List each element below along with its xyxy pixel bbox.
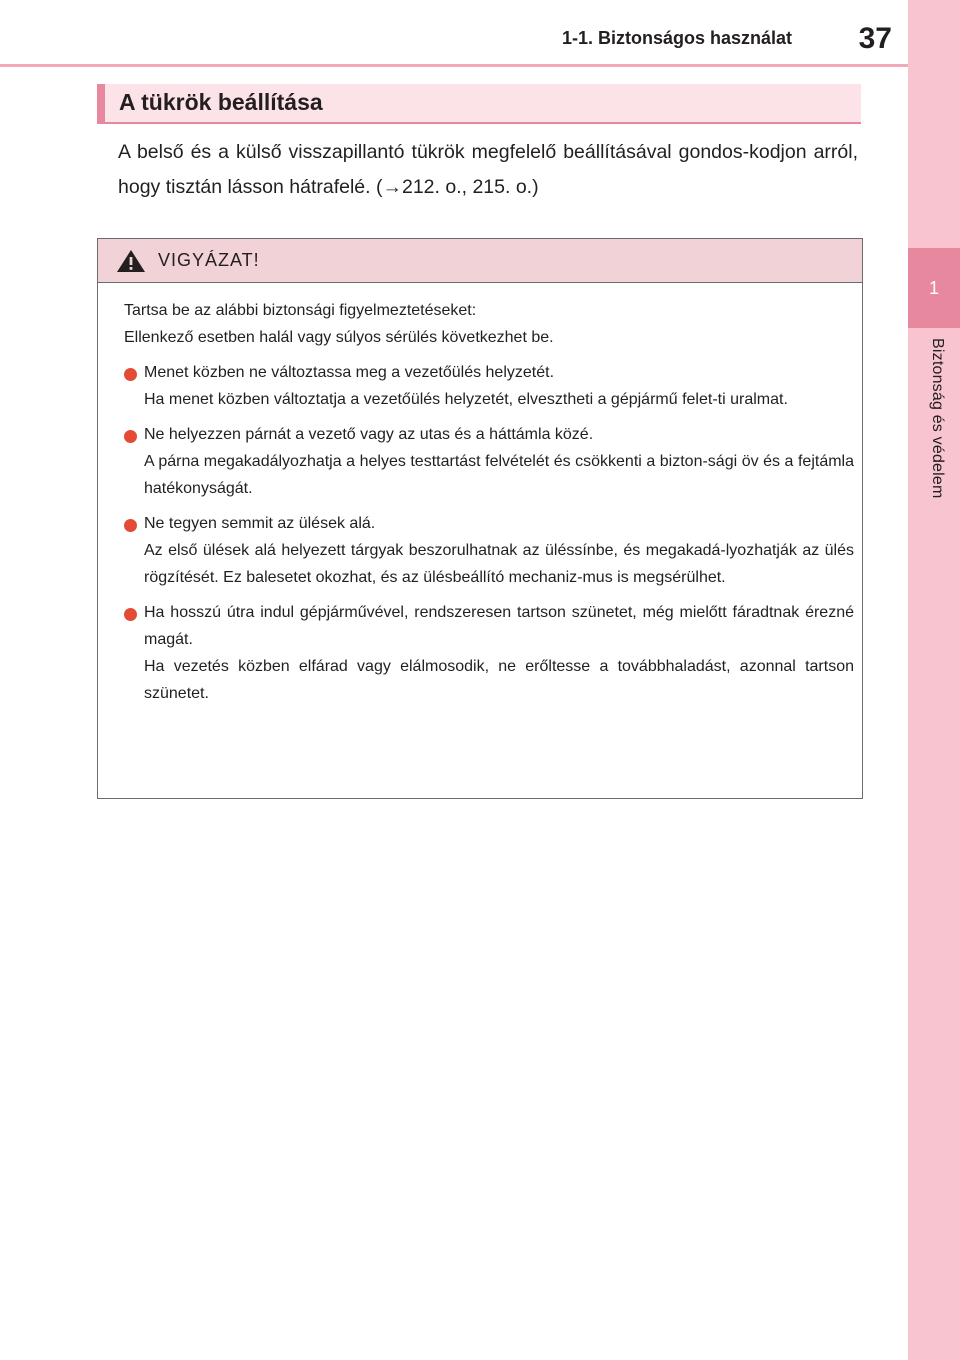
warning-intro-line1: Tartsa be az alábbi biztonsági figyelmeztetéseket: bbox=[124, 302, 477, 319]
warning-item-title: Ne helyezzen párnát a vezető vagy az utas és a háttámla közé. bbox=[144, 426, 594, 443]
warning-intro-line2: Ellenkező esetben halál vagy súlyos sérülés következhet be. bbox=[124, 329, 554, 346]
warning-item bbox=[124, 599, 854, 707]
warning-item-title: Menet közben ne változtassa meg a vezetőülés helyzetét. bbox=[144, 364, 555, 381]
warning-item-title: Ha hosszú útra indul gépjárművével, rendszeresen tartson szünetet, még mielőtt fáradtnak érezné magát. bbox=[144, 604, 854, 648]
warning-header bbox=[98, 239, 862, 283]
warning-item-text: Az első ülések alá helyezett tárgyak beszorulhatnak az üléssínbe, és megakadá-lyozhatják az ülés rögzítését. Ez balesetet okozhat, és az ülésbeállító mechaniz-mus is megsérülhet. bbox=[144, 542, 854, 586]
chapter-tab bbox=[908, 248, 960, 328]
side-tab-strip bbox=[908, 0, 960, 1360]
running-header-section: 1-1. Biztonságos használat bbox=[561, 28, 792, 48]
bullet-icon bbox=[124, 368, 137, 381]
warning-item-text: A párna megakadályozhatja a helyes testtartást felvételét és csökkenti a bizton-sági öv és a fejtámla hatékonyságát. bbox=[144, 453, 854, 497]
bullet-icon bbox=[124, 519, 137, 532]
section-heading-text: A tükrök beállítása bbox=[119, 89, 323, 115]
warning-triangle-icon bbox=[116, 249, 146, 273]
warning-intro bbox=[124, 297, 854, 351]
warning-box bbox=[97, 238, 863, 799]
warning-item-text: Ha vezetés közben elfárad vagy elálmosodik, ne erőltesse a továbbhaladást, azonnal tartson szünetet. bbox=[144, 658, 854, 702]
header-divider bbox=[0, 64, 908, 67]
bullet-icon bbox=[124, 430, 137, 443]
warning-title: VIGYÁZAT! bbox=[158, 250, 260, 270]
warning-item bbox=[124, 359, 854, 413]
section-heading bbox=[97, 84, 861, 124]
warning-item-text: Ha menet közben változtatja a vezetőülés helyzetét, elvesztheti a gépjármű felet-ti uralmat. bbox=[144, 391, 788, 408]
chapter-number: 1 bbox=[928, 277, 939, 298]
warning-body bbox=[124, 297, 854, 707]
warning-item bbox=[124, 421, 854, 502]
bullet-icon bbox=[124, 608, 137, 621]
warning-item bbox=[124, 510, 854, 591]
page-number: 37 bbox=[858, 22, 892, 55]
warning-item-title: Ne tegyen semmit az ülések alá. bbox=[144, 515, 376, 532]
chapter-title: Biztonság és védelem bbox=[929, 338, 946, 499]
section-intro: A belső és a külső visszapillantó tükrök megfelelő beállításával gondos-kodjon arról, hogy tisztán lásson hátrafelé. (→212. o., 215. o.) bbox=[118, 141, 858, 198]
